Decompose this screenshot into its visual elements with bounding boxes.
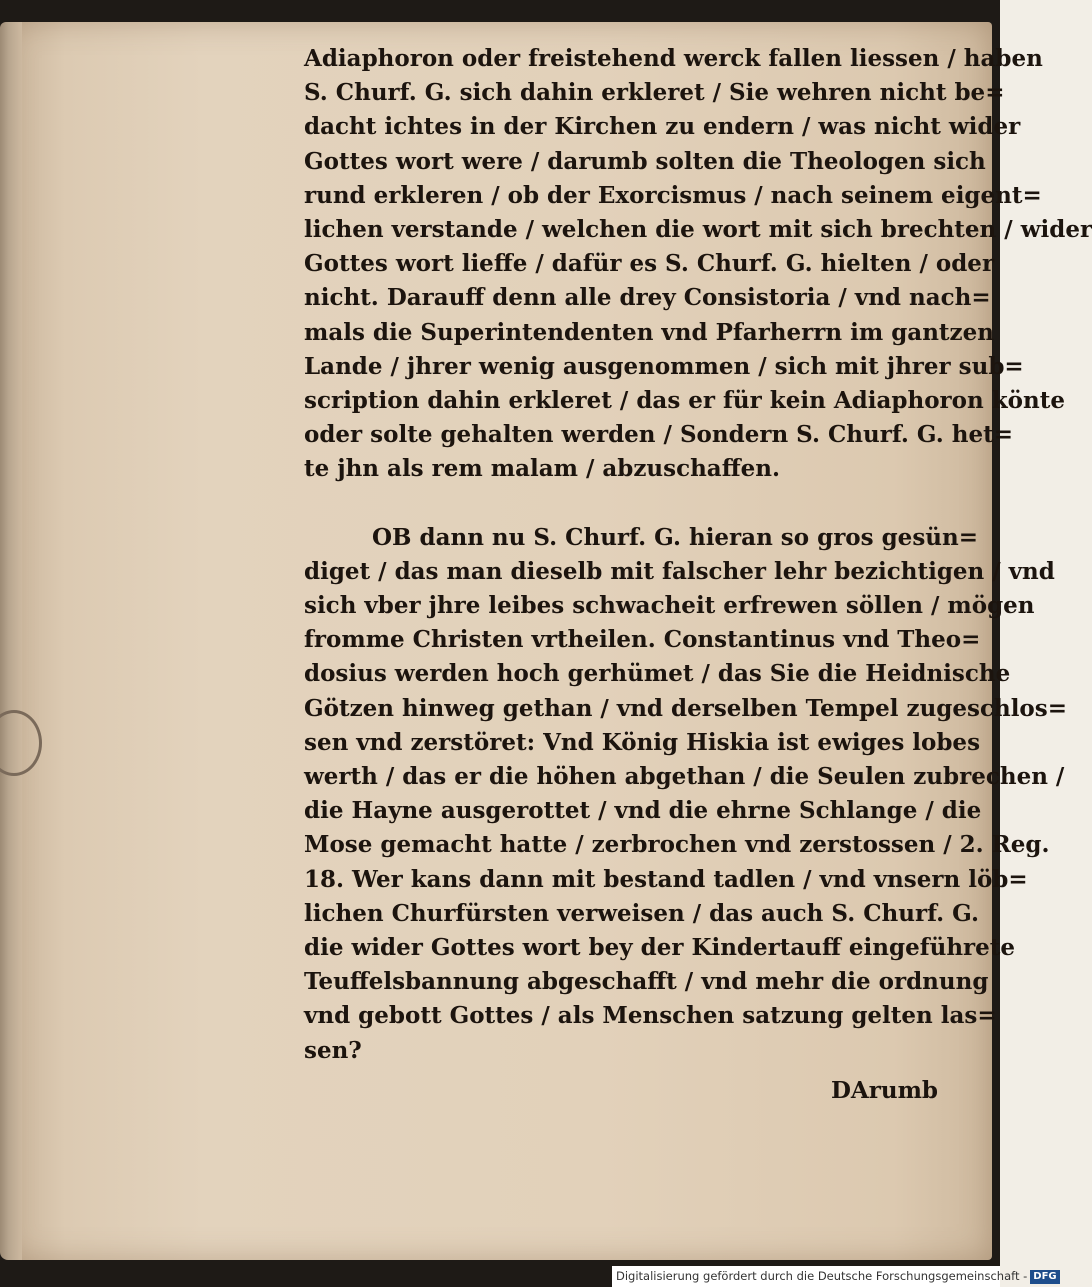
text-line: Lande / jhrer wenig ausgenommen / sich mit jhrer sub= bbox=[304, 352, 1024, 380]
text-line: fromme Christen vrtheilen. Constantinus vnd Theo= bbox=[304, 626, 981, 654]
text-line: oder solte gehalten werden / Sondern S. Churf. G. het= bbox=[304, 421, 1014, 449]
text-line: nicht. Darauff denn alle drey Consistoria / vnd nach= bbox=[304, 284, 991, 312]
dfg-logo: DFG bbox=[1030, 1270, 1059, 1284]
text-line: diget / das man dieselb mit falscher lehr bezichtigen / vnd bbox=[304, 557, 1055, 585]
text-line: die wider Gottes wort bey der Kindertauff eingeführete bbox=[304, 934, 1016, 962]
text-line: te jhn als rem malam / abzuschaffen. bbox=[304, 455, 780, 483]
page-edge bbox=[0, 22, 22, 1260]
text-line: dosius werden hoch gerhümet / das Sie die Heidnische bbox=[304, 660, 1011, 688]
paragraph-gap bbox=[304, 487, 944, 521]
text-line: S. Churf. G. sich dahin erkleret / Sie wehren nicht be= bbox=[304, 79, 1005, 107]
text-line: vnd gebott Gottes / als Menschen satzung gelten las= bbox=[304, 1002, 997, 1030]
text-line: sen? bbox=[304, 1036, 362, 1064]
text-line: sich vber jhre leibes schwacheit erfrewen söllen / mögen bbox=[304, 592, 1035, 620]
text-line: sen vnd zerstöret: Vnd König Hiskia ist ewiges lobes bbox=[304, 728, 981, 756]
text-line: dacht ichtes in der Kirchen zu endern / was nicht wider bbox=[304, 113, 1021, 141]
text-line: Götzen hinweg gethan / vnd derselben Tempel zugeschlos= bbox=[304, 694, 1067, 722]
text-line: Mose gemacht hatte / zerbrochen vnd zerstossen / 2. Reg. bbox=[304, 831, 1050, 859]
text-line: Teuffelsbannung abgeschafft / vnd mehr die ordnung bbox=[304, 968, 989, 996]
paragraph-1 bbox=[304, 42, 1092, 487]
text-line: mals die Superintendenten vnd Pfarherrn im gantzen bbox=[304, 318, 994, 346]
text-line: Gottes wort were / darumb solten die Theologen sich bbox=[304, 147, 986, 175]
text-line: die Hayne ausgerottet / vnd die ehrne Schlange / die bbox=[304, 797, 982, 825]
text-line: rund erkleren / ob der Exorcismus / nach seinem eigent= bbox=[304, 181, 1042, 209]
text-line: 18. Wer kans dann mit bestand tadlen / vnd vnsern löb= bbox=[304, 865, 1028, 893]
page-text bbox=[304, 42, 1092, 1108]
text-line: OB dann nu S. Churf. G. hieran so gros gesün= bbox=[372, 523, 978, 551]
text-line: werth / das er die höhen abgethan / die Seulen zubrechen / bbox=[304, 763, 1065, 791]
text-line: Adiaphoron oder freistehend werck fallen liessen / haben bbox=[304, 45, 1043, 72]
text-line: Gottes wort lieffe / dafür es S. Churf. G. hielten / oder bbox=[304, 250, 995, 278]
footer-text: Digitalisierung gefördert durch die Deutsche Forschungsgemeinschaft - bbox=[616, 1269, 1028, 1283]
catchword: DArumb bbox=[830, 1076, 938, 1104]
text-line: scription dahin erkleret / das er für kein Adiaphoron könte bbox=[304, 387, 1065, 415]
paragraph-2 bbox=[304, 521, 1067, 1068]
digitization-footer bbox=[612, 1266, 1057, 1287]
text-line: lichen Churfürsten verweisen / das auch S. Churf. G. bbox=[304, 899, 979, 927]
text-line: lichen verstande / welchen die wort mit sich brechten / wider bbox=[304, 216, 1092, 244]
